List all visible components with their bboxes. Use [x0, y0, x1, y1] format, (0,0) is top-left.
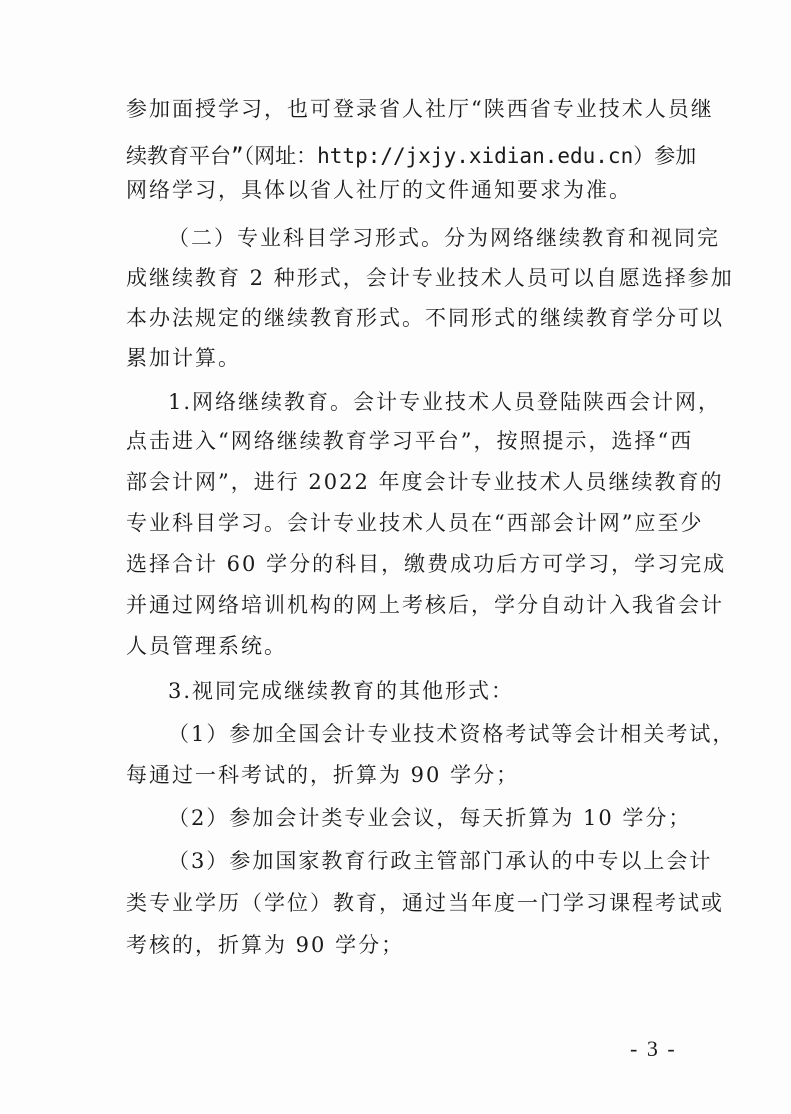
- text-line: 成继续教育 2 种形式，会计专业技术人员可以自愿选择参加: [126, 266, 734, 290]
- text-line: 类专业学历（学位）教育，通过当年度一门学习课程考试或: [126, 891, 724, 915]
- text-line: 累加计算。: [126, 346, 241, 370]
- text-line: 并通过网络培训机构的网上考核后，学分自动计入我省会计: [126, 593, 724, 617]
- text-line: 3.视同完成继续教育的其他形式：: [168, 679, 515, 703]
- text-line: 网络学习，具体以省人社厅的文件通知要求为准。: [126, 178, 632, 202]
- text-line: 本办法规定的继续教育形式。不同形式的继续教育学分可以: [126, 306, 724, 330]
- text-line: （1）参加全国会计专业技术资格考试等会计相关考试，: [168, 722, 736, 746]
- text-line: 1.网络继续教育。会计专业技术人员登陆陕西会计网，: [168, 390, 722, 414]
- text-line: 部会计网”，进行 2022 年度会计专业技术人员继续教育的: [126, 470, 724, 494]
- text-line: （二）专业科目学习形式。分为网络继续教育和视同完: [168, 226, 720, 250]
- page-number: - 3 -: [630, 1036, 677, 1061]
- text-line: 选择合计 60 学分的科目，缴费成功后方可学习，学习完成: [126, 552, 727, 576]
- text-line: 专业科目学习。会计专业技术人员在“西部会计网”应至少: [126, 511, 704, 535]
- text-line: 人员管理系统。: [126, 634, 287, 658]
- text-line: 考核的，折算为 90 学分；: [126, 933, 405, 957]
- text-line: 续教育平台”（网址：http://jxjy.xidian.edu.cn）参加: [126, 144, 697, 168]
- text-line: （3）参加国家教育行政主管部门承认的中专以上会计: [168, 849, 713, 873]
- text-line: 参加面授学习，也可登录省人社厅“陕西省专业技术人员继: [126, 97, 714, 121]
- text-line: （2）参加会计类专业会议，每天折算为 10 学分；: [168, 806, 692, 830]
- text-line: 每通过一科考试的，折算为 90 学分；: [126, 763, 520, 787]
- text-line: 点击进入“网络继续教育学习平台”，按照提示，选择“西: [126, 429, 694, 453]
